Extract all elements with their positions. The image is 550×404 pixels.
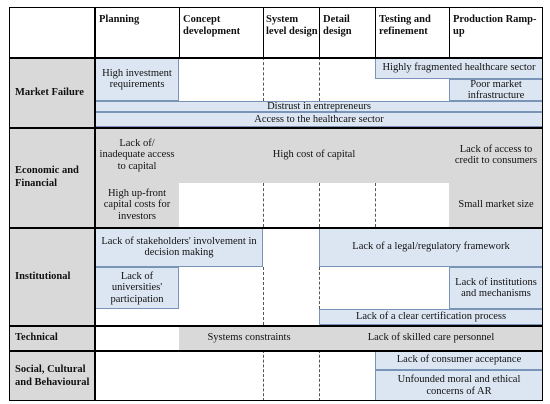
barrier-lack-capital: Lack of/ inadequate access to capital	[95, 127, 179, 183]
grid-line	[9, 7, 10, 401]
header-system-level-design: System level design	[266, 14, 318, 37]
header-concept-development: Concept development	[183, 14, 241, 37]
grid-line	[9, 7, 543, 8]
column-guide	[319, 350, 320, 401]
grid-line	[375, 7, 376, 57]
row-label-social-cultural: Social, Cultural and Behavioural	[9, 350, 95, 401]
grid-line	[9, 57, 543, 59]
barrier-access-healthcare: Access to the healthcare sector	[95, 112, 543, 127]
barrier-distrust: Distrust in entrepreneurs	[95, 101, 543, 112]
barrier-moral-concerns: Unfounded moral and ethical concerns of AR	[375, 370, 543, 401]
column-guide	[319, 267, 320, 309]
barrier-universities: Lack of universities' participation	[95, 267, 179, 309]
barrier-small-market: Small market size	[449, 183, 543, 227]
column-guide	[263, 183, 264, 227]
row-label-technical: Technical	[9, 325, 95, 350]
barrier-high-investment: High investment requirements	[95, 57, 179, 101]
grid-line	[9, 127, 543, 129]
column-guide	[319, 57, 320, 101]
column-guide	[263, 267, 264, 325]
grid-line	[542, 7, 543, 401]
barrier-upfront-costs: High up-front capital costs for investors	[95, 183, 179, 227]
column-guide	[319, 183, 320, 227]
barrier-highly-fragmented: Highly fragmented healthcare sector	[375, 57, 543, 79]
barrier-poor-infrastructure: Poor market infrastructure	[449, 79, 543, 101]
grid-line	[449, 7, 450, 57]
barriers-table	[9, 7, 543, 401]
barrier-high-cost-capital: High cost of capital	[179, 127, 449, 183]
barrier-stakeholders: Lack of stakeholders' involvement in decision making	[95, 227, 263, 267]
grid-line	[9, 350, 543, 352]
column-guide	[263, 350, 264, 401]
grid-line	[9, 400, 543, 401]
grid-line	[94, 7, 96, 401]
column-guide	[263, 57, 264, 101]
header-detail-design: Detail design	[323, 14, 352, 37]
barrier-lack-credit: Lack of access to credit to consumers	[449, 127, 543, 183]
header-planning: Planning	[99, 14, 140, 25]
grid-line	[319, 7, 320, 57]
grid-line	[179, 7, 180, 57]
barrier-systems-constraints: Systems constraints	[179, 325, 319, 350]
header-production-ramp-up: Production Ramp-up	[453, 14, 537, 37]
barrier-skilled-personnel: Lack of skilled care personnel	[319, 325, 543, 350]
barrier-institutions: Lack of institutions and mechanisms	[449, 267, 543, 309]
row-label-market-failure: Market Failure	[9, 57, 95, 127]
barrier-consumer-acceptance: Lack of consumer acceptance	[375, 350, 543, 370]
header-testing-refinement: Testing and refinement	[379, 14, 431, 37]
grid-line	[9, 325, 543, 327]
grid-line	[263, 7, 264, 57]
grid-line	[9, 227, 543, 229]
row-label-institutional: Institutional	[9, 227, 95, 325]
barrier-certification: Lack of a clear certification process	[319, 309, 543, 325]
column-guide	[375, 183, 376, 227]
barrier-legal-framework: Lack of a legal/regulatory framework	[319, 227, 543, 267]
row-label-economic-financial: Economic and Financial	[9, 127, 95, 227]
